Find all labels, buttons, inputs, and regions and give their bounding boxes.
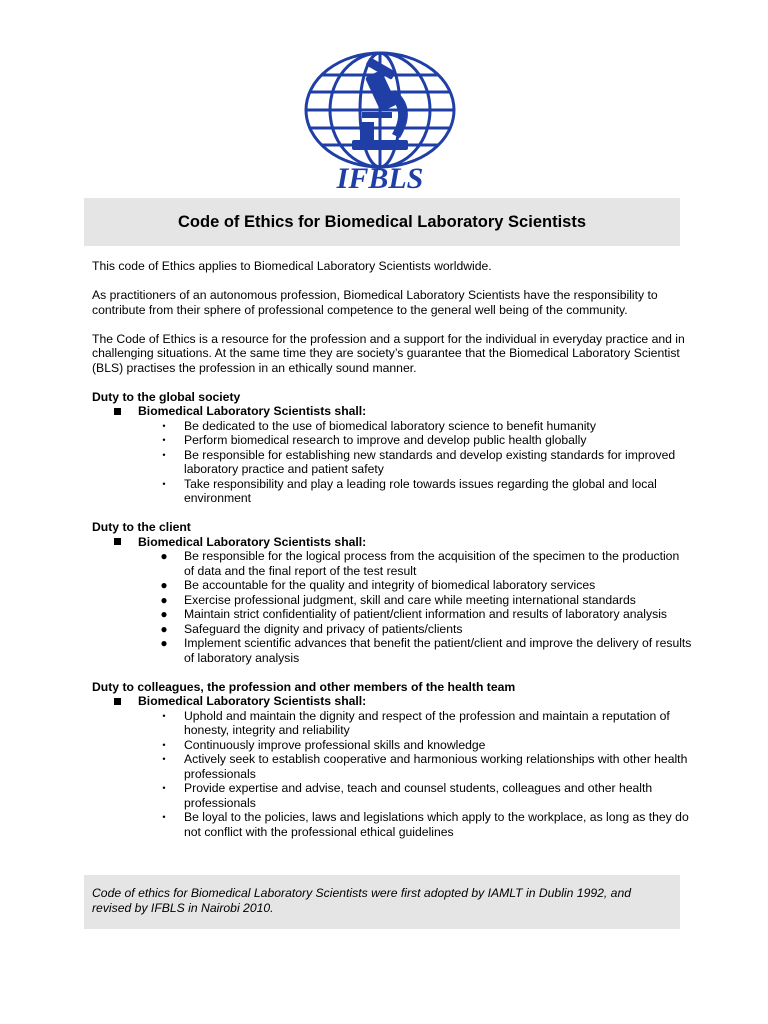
item-list xyxy=(92,419,692,506)
list-item xyxy=(92,636,692,665)
list-item xyxy=(92,607,692,622)
list-item-text: Take responsibility and play a leading role towards issues regarding the global and local environment xyxy=(184,476,657,505)
list-item-text: Continuously improve professional skills and knowledge xyxy=(184,737,486,752)
list-item-text: Be dedicated to the use of biomedical laboratory science to benefit humanity xyxy=(184,418,596,433)
dot-bullet-icon: • xyxy=(162,739,166,750)
section-colleagues xyxy=(92,680,692,840)
adoption-note xyxy=(84,875,680,929)
list-item-text: Exercise professional judgment, skill and care while meeting international standards xyxy=(184,592,636,607)
subheading: Biomedical Laboratory Scientists shall: xyxy=(138,404,367,418)
dot-bullet-icon: ● xyxy=(160,621,168,636)
list-item-text: Perform biomedical research to improve and develop public health globally xyxy=(184,433,587,447)
dot-bullet-icon: • xyxy=(162,420,166,431)
list-item-text: Implement scientific advances that benefit the patient/client and improve the delivery of results of laboratory analysis xyxy=(184,636,692,665)
dot-bullet-icon: • xyxy=(162,478,166,489)
section-client xyxy=(92,520,692,665)
section-heading: Duty to the global society xyxy=(92,389,241,404)
document-body xyxy=(92,259,692,854)
dot-bullet-icon: • xyxy=(162,812,166,822)
list-item xyxy=(92,752,692,781)
list-item-text: Maintain strict confidentiality of patient/client information and results of laboratory analysis xyxy=(184,607,668,621)
intro-paragraph: This code of Ethics applies to Biomedical Laboratory Scientists worldwide. xyxy=(92,259,492,273)
list-item xyxy=(92,593,692,608)
dot-bullet-icon: ● xyxy=(160,578,168,592)
subheading-row xyxy=(114,694,692,709)
list-item xyxy=(92,549,692,578)
subheading: Biomedical Laboratory Scientists shall: xyxy=(138,534,367,549)
dot-bullet-icon: • xyxy=(162,449,166,460)
list-item xyxy=(92,709,692,738)
adoption-note-text: Code of ethics for Biomedical Laboratory Scientists were first adopted by IAMLT in Dublin 1992, and revised by IFBLS in Nairobi 2010. xyxy=(92,886,632,915)
list-item-text: Provide expertise and advise, teach and counsel students, colleagues and other health professionals xyxy=(184,781,653,810)
ifbls-logo xyxy=(300,50,460,195)
list-item xyxy=(92,433,692,448)
list-item-text: Be responsible for the logical process from the acquisition of the specimen to the production of data and the final report of the test result xyxy=(184,549,680,578)
dot-bullet-icon: ● xyxy=(160,607,168,621)
square-bullet-icon xyxy=(114,698,121,705)
section-heading: Duty to the client xyxy=(92,520,191,534)
section-global-society xyxy=(92,390,692,506)
dot-bullet-icon: • xyxy=(162,710,166,721)
page-title: Code of Ethics for Biomedical Laboratory Scientists xyxy=(178,212,586,231)
list-item-text: Uphold and maintain the dignity and respect of the profession and maintain a reputation of honesty, integrity and reliability xyxy=(184,708,670,737)
dot-bullet-icon: ● xyxy=(160,636,168,650)
list-item-text: Actively seek to establish cooperative and harmonious working relationships with other health professionals xyxy=(184,752,688,781)
dot-bullet-icon: ● xyxy=(160,549,168,563)
subheading-row xyxy=(114,404,692,419)
item-list xyxy=(92,709,692,840)
title-banner xyxy=(84,198,680,246)
dot-bullet-icon: • xyxy=(162,435,166,445)
square-bullet-icon xyxy=(114,408,121,415)
subheading-row xyxy=(114,535,692,550)
subheading: Biomedical Laboratory Scientists shall: xyxy=(138,694,367,708)
list-item-text: Be responsible for establishing new standards and develop existing standards for improved laboratory practice and patient safety xyxy=(184,447,676,476)
list-item-text: Safeguard the dignity and privacy of patients/clients xyxy=(184,621,463,636)
intro-paragraph: The Code of Ethics is a resource for the profession and a support for the individual in everyday practice and in challenging situations. At the same time they are society’s guarantee that the Biomedical Laboratory Scientist (BLS) practises the profession in an ethically sound manner. xyxy=(92,331,685,375)
list-item xyxy=(92,448,692,477)
list-item-text: Be loyal to the policies, laws and legislations which apply to the workplace, as long as they do not conflict with the professional ethical guidelines xyxy=(184,810,689,839)
list-item xyxy=(92,781,692,810)
dot-bullet-icon: ● xyxy=(160,592,168,607)
dot-bullet-icon: • xyxy=(162,754,166,764)
logo-text: IFBLS xyxy=(336,162,424,195)
dot-bullet-icon: • xyxy=(162,783,166,793)
list-item xyxy=(92,419,692,434)
list-item-text: Be accountable for the quality and integrity of biomedical laboratory services xyxy=(184,578,596,592)
list-item xyxy=(92,622,692,637)
list-item xyxy=(92,738,692,753)
intro-paragraph: As practitioners of an autonomous profession, Biomedical Laboratory Scientists have the responsibility to contribute from their sphere of professional competence to the general well being of the community. xyxy=(92,288,658,317)
item-list xyxy=(92,549,692,665)
list-item xyxy=(92,810,692,839)
square-bullet-icon xyxy=(114,538,121,545)
section-heading: Duty to colleagues, the profession and other members of the health team xyxy=(92,679,516,694)
list-item xyxy=(92,578,692,593)
list-item xyxy=(92,477,692,506)
